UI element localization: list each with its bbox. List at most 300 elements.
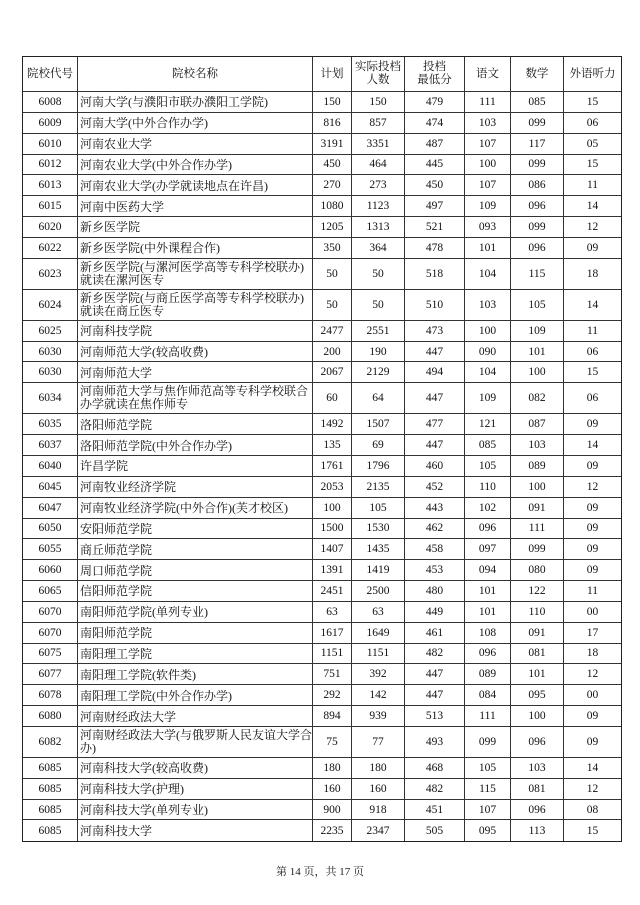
cell-plan: 1080 <box>313 196 352 216</box>
cell-school-code: 6024 <box>23 290 78 320</box>
cell-school-code: 6037 <box>23 435 78 455</box>
cell-school-name <box>78 727 313 757</box>
cell-min-score: 453 <box>405 560 465 580</box>
cell-school-code: 6085 <box>23 800 78 820</box>
cell-listening-score: 12 <box>586 480 599 493</box>
cell-admitted-count: 77 <box>352 727 405 757</box>
cell-min-score: 482 <box>405 644 465 664</box>
cell-math-score: 080 <box>511 560 564 580</box>
cell-listening-score: 06 <box>586 392 599 405</box>
cell-school-name: 河南牧业经济学院 <box>78 477 313 497</box>
cell-math-score: 117 <box>511 134 564 154</box>
table-row <box>23 321 621 342</box>
cell-plan: 1407 <box>313 539 352 559</box>
header-school-code <box>23 57 78 91</box>
cell-plan: 50 <box>313 259 352 289</box>
cell-plan: 180 <box>313 758 352 778</box>
cell-admitted-count: 190 <box>352 342 405 362</box>
cell-plan: 1761 <box>313 456 352 476</box>
cell-plan: 450 <box>313 155 352 175</box>
cell-chinese-score: 093 <box>465 217 511 237</box>
cell-plan: 350 <box>313 238 352 258</box>
cell-admitted-count: 273 <box>352 175 405 195</box>
cell-chinese-score: 090 <box>465 342 511 362</box>
table-header-row <box>23 57 621 92</box>
school-name-line: 河南财经政法大学(与俄罗斯人民友谊大学合 <box>80 727 312 742</box>
cell-school-code: 6047 <box>23 498 78 518</box>
cell-math-score: 101 <box>511 342 564 362</box>
cell-admitted-count: 50 <box>352 290 405 320</box>
cell-plan: 2067 <box>313 362 352 382</box>
cell-chinese-score: 096 <box>465 644 511 664</box>
table-row <box>23 727 621 758</box>
cell-school-name: 河南牧业经济学院(中外合作)(芙才校区) <box>78 498 313 518</box>
cell-plan: 2477 <box>313 321 352 341</box>
cell-school-code: 6075 <box>23 644 78 664</box>
cell-min-score: 458 <box>405 539 465 559</box>
cell-admitted-count: 857 <box>352 113 405 133</box>
cell-chinese-score: 099 <box>465 727 511 757</box>
cell-min-score: 461 <box>405 623 465 643</box>
cell-chinese-score: 097 <box>465 539 511 559</box>
cell-school-name <box>78 383 313 413</box>
header-foreign-listening <box>564 57 621 91</box>
cell-listening-score: 12 <box>586 668 599 681</box>
cell-school-name: 信阳师范学院 <box>78 581 313 601</box>
cell-math-score: 103 <box>511 758 564 778</box>
cell-admitted-count: 69 <box>352 435 405 455</box>
cell-listening-score: 09 <box>586 543 599 556</box>
cell-plan: 894 <box>313 706 352 726</box>
cell-school-name: 新乡医学院 <box>78 217 313 237</box>
cell-math-score: 089 <box>511 456 564 476</box>
table-row <box>23 414 621 435</box>
table-row <box>23 560 621 581</box>
cell-school-name: 河南大学(与濮阳市联办濮阳工学院) <box>78 92 313 112</box>
cell-school-code: 6085 <box>23 758 78 778</box>
cell-admitted-count: 2500 <box>352 581 405 601</box>
cell-listening-score: 14 <box>586 298 599 311</box>
cell-chinese-score: 101 <box>465 602 511 622</box>
cell-school-name: 河南科技大学(较高收费) <box>78 758 313 778</box>
cell-chinese-score: 101 <box>465 581 511 601</box>
cell-min-score: 480 <box>405 581 465 601</box>
cell-chinese-score: 107 <box>465 800 511 820</box>
cell-chinese-score: 085 <box>465 435 511 455</box>
cell-school-code: 6008 <box>23 92 78 112</box>
cell-listening-score: 09 <box>586 241 599 254</box>
cell-school-name: 洛阳师范学院(中外合作办学) <box>78 435 313 455</box>
cell-math-score: 101 <box>511 664 564 684</box>
cell-min-score: 462 <box>405 519 465 539</box>
cell-plan: 816 <box>313 113 352 133</box>
cell-listening-score: 09 <box>586 501 599 514</box>
table-row <box>23 539 621 560</box>
cell-min-score: 445 <box>405 155 465 175</box>
cell-math-score: 111 <box>511 519 564 539</box>
cell-admitted-count: 1419 <box>352 560 405 580</box>
header-math <box>511 57 564 91</box>
cell-listening-score: 15 <box>586 158 599 171</box>
cell-min-score: 487 <box>405 134 465 154</box>
cell-math-score: 082 <box>511 383 564 413</box>
cell-listening-score: 05 <box>586 137 599 150</box>
cell-math-score: 109 <box>511 321 564 341</box>
cell-school-code: 6013 <box>23 175 78 195</box>
cell-chinese-score: 121 <box>465 414 511 434</box>
cell-math-score: 099 <box>511 217 564 237</box>
cell-chinese-score: 102 <box>465 498 511 518</box>
table-row <box>23 602 621 623</box>
cell-admitted-count: 2551 <box>352 321 405 341</box>
cell-listening-score: 15 <box>586 824 599 837</box>
header-label: 实际投档 <box>355 61 401 73</box>
cell-chinese-score: 095 <box>465 820 511 841</box>
cell-chinese-score: 094 <box>465 560 511 580</box>
cell-plan: 75 <box>313 727 352 757</box>
cell-chinese-score: 100 <box>465 155 511 175</box>
cell-school-name: 河南科技大学 <box>78 820 313 841</box>
cell-admitted-count: 1123 <box>352 196 405 216</box>
cell-listening-score: 15 <box>586 95 599 108</box>
cell-listening-score: 18 <box>586 267 599 280</box>
cell-school-code: 6078 <box>23 685 78 705</box>
cell-school-code: 6040 <box>23 456 78 476</box>
cell-listening-score: 09 <box>586 459 599 472</box>
cell-school-code: 6023 <box>23 259 78 289</box>
cell-school-code: 6085 <box>23 820 78 841</box>
cell-chinese-score: 111 <box>465 92 511 112</box>
cell-admitted-count: 180 <box>352 758 405 778</box>
cell-school-name: 河南师范大学 <box>78 362 313 382</box>
cell-school-code: 6025 <box>23 321 78 341</box>
cell-admitted-count: 918 <box>352 800 405 820</box>
cell-admitted-count: 1435 <box>352 539 405 559</box>
cell-math-score: 096 <box>511 800 564 820</box>
cell-school-name: 河南科技学院 <box>78 321 313 341</box>
cell-math-score: 103 <box>511 435 564 455</box>
cell-listening-score: 06 <box>586 345 599 358</box>
cell-plan: 1500 <box>313 519 352 539</box>
table-row <box>23 342 621 363</box>
cell-chinese-score: 105 <box>465 758 511 778</box>
cell-listening-score: 11 <box>586 179 599 192</box>
cell-admitted-count: 2129 <box>352 362 405 382</box>
cell-school-name: 河南农业大学(办学就读地点在许昌) <box>78 175 313 195</box>
cell-admitted-count: 142 <box>352 685 405 705</box>
cell-math-score: 091 <box>511 623 564 643</box>
cell-chinese-score: 107 <box>465 134 511 154</box>
cell-admitted-count: 392 <box>352 664 405 684</box>
cell-chinese-score: 105 <box>465 456 511 476</box>
cell-listening-score: 11 <box>586 584 599 597</box>
cell-plan: 1492 <box>313 414 352 434</box>
header-chinese <box>465 57 511 91</box>
cell-school-name: 许昌学院 <box>78 456 313 476</box>
cell-plan: 2451 <box>313 581 352 601</box>
cell-chinese-score: 115 <box>465 779 511 799</box>
cell-school-name <box>78 259 313 289</box>
table-row <box>23 259 621 290</box>
cell-admitted-count: 150 <box>352 92 405 112</box>
cell-math-score: 081 <box>511 644 564 664</box>
table-row <box>23 456 621 477</box>
page-number: 第 14 页，共 17 页 <box>276 866 364 878</box>
header-plan <box>313 57 352 91</box>
cell-admitted-count: 3351 <box>352 134 405 154</box>
cell-listening-score: 14 <box>586 761 599 774</box>
cell-math-score: 100 <box>511 706 564 726</box>
cell-plan: 1617 <box>313 623 352 643</box>
cell-min-score: 513 <box>405 706 465 726</box>
cell-school-code: 6082 <box>23 727 78 757</box>
cell-chinese-score: 084 <box>465 685 511 705</box>
header-label: 人数 <box>366 74 390 86</box>
cell-school-name: 河南中医药大学 <box>78 196 313 216</box>
table-row <box>23 581 621 602</box>
cell-admitted-count: 2135 <box>352 477 405 497</box>
school-name-line: 办) <box>80 740 96 755</box>
cell-school-name: 洛阳师范学院 <box>78 414 313 434</box>
cell-listening-score: 09 <box>586 564 599 577</box>
cell-chinese-score: 104 <box>465 362 511 382</box>
cell-admitted-count: 1313 <box>352 217 405 237</box>
cell-school-code: 6085 <box>23 779 78 799</box>
cell-listening-score: 00 <box>586 605 599 618</box>
cell-school-code: 6077 <box>23 664 78 684</box>
cell-min-score: 479 <box>405 92 465 112</box>
cell-admitted-count: 1530 <box>352 519 405 539</box>
cell-math-score: 113 <box>511 820 564 841</box>
cell-school-name: 南阳理工学院(软件类) <box>78 664 313 684</box>
table-row <box>23 196 621 217</box>
cell-min-score: 449 <box>405 602 465 622</box>
cell-admitted-count: 63 <box>352 602 405 622</box>
table-row <box>23 477 621 498</box>
cell-school-name: 安阳师范学院 <box>78 519 313 539</box>
cell-listening-score: 09 <box>586 735 599 748</box>
cell-plan: 3191 <box>313 134 352 154</box>
cell-school-name: 商丘师范学院 <box>78 539 313 559</box>
cell-listening-score: 18 <box>586 647 599 660</box>
header-label: 院校名称 <box>172 67 218 80</box>
table-row <box>23 706 621 727</box>
cell-school-code: 6022 <box>23 238 78 258</box>
header-label: 院校代号 <box>27 67 73 80</box>
cell-min-score: 477 <box>405 414 465 434</box>
cell-min-score: 474 <box>405 113 465 133</box>
cell-math-score: 105 <box>511 290 564 320</box>
cell-min-score: 443 <box>405 498 465 518</box>
school-name-line: 就读在商丘医专 <box>80 303 165 318</box>
cell-listening-score: 12 <box>586 782 599 795</box>
cell-school-code: 6009 <box>23 113 78 133</box>
cell-chinese-score: 101 <box>465 238 511 258</box>
cell-school-code: 6065 <box>23 581 78 601</box>
header-label: 数学 <box>525 67 549 80</box>
cell-school-code: 6012 <box>23 155 78 175</box>
cell-math-score: 122 <box>511 581 564 601</box>
cell-math-score: 115 <box>511 259 564 289</box>
cell-chinese-score: 104 <box>465 259 511 289</box>
cell-school-name: 南阳理工学院 <box>78 644 313 664</box>
cell-school-name: 新乡医学院(中外课程合作) <box>78 238 313 258</box>
cell-school-name: 河南农业大学(中外合作办学) <box>78 155 313 175</box>
cell-listening-score: 09 <box>586 418 599 431</box>
header-admitted-count <box>352 57 405 91</box>
cell-listening-score: 15 <box>586 366 599 379</box>
cell-plan: 63 <box>313 602 352 622</box>
cell-listening-score: 14 <box>586 439 599 452</box>
cell-school-code: 6050 <box>23 519 78 539</box>
cell-plan: 1391 <box>313 560 352 580</box>
table-row <box>23 685 621 706</box>
school-name-line: 河南师范大学与焦作师范高等专科学校联合 <box>80 384 309 399</box>
cell-min-score: 450 <box>405 175 465 195</box>
cell-math-score: 095 <box>511 685 564 705</box>
header-label: 最低分 <box>417 74 452 86</box>
cell-admitted-count: 2347 <box>352 820 405 841</box>
cell-school-name: 周口师范学院 <box>78 560 313 580</box>
cell-school-name: 河南师范大学(较高收费) <box>78 342 313 362</box>
cell-chinese-score: 103 <box>465 113 511 133</box>
cell-plan: 150 <box>313 92 352 112</box>
cell-school-name: 南阳理工学院(中外合作办学) <box>78 685 313 705</box>
cell-min-score: 478 <box>405 238 465 258</box>
table-row <box>23 155 621 176</box>
table-row <box>23 758 621 779</box>
header-label: 投档 <box>423 61 446 73</box>
cell-chinese-score: 096 <box>465 519 511 539</box>
cell-admitted-count: 1151 <box>352 644 405 664</box>
cell-math-score: 099 <box>511 539 564 559</box>
cell-plan: 751 <box>313 664 352 684</box>
cell-plan: 900 <box>313 800 352 820</box>
cell-admitted-count: 1796 <box>352 456 405 476</box>
cell-school-name: 南阳师范学院 <box>78 623 313 643</box>
cell-min-score: 473 <box>405 321 465 341</box>
table-row <box>23 623 621 644</box>
cell-school-name: 河南科技大学(护理) <box>78 779 313 799</box>
table-row <box>23 498 621 519</box>
cell-school-name: 河南大学(中外合作办学) <box>78 113 313 133</box>
cell-school-code: 6080 <box>23 706 78 726</box>
table-row <box>23 779 621 800</box>
cell-admitted-count: 464 <box>352 155 405 175</box>
cell-min-score: 451 <box>405 800 465 820</box>
cell-school-code: 6020 <box>23 217 78 237</box>
cell-school-code: 6060 <box>23 560 78 580</box>
school-name-line: 办学就读在焦作师专 <box>80 397 189 412</box>
cell-school-code: 6070 <box>23 623 78 643</box>
cell-chinese-score: 108 <box>465 623 511 643</box>
header-label: 语文 <box>476 67 499 80</box>
table-row <box>23 92 621 113</box>
cell-school-code: 6034 <box>23 383 78 413</box>
cell-listening-score: 06 <box>586 116 599 129</box>
cell-school-code: 6055 <box>23 539 78 559</box>
cell-plan: 1205 <box>313 217 352 237</box>
cell-math-score: 099 <box>511 113 564 133</box>
cell-school-code: 6045 <box>23 477 78 497</box>
cell-min-score: 447 <box>405 685 465 705</box>
table-row <box>23 362 621 383</box>
cell-plan: 1151 <box>313 644 352 664</box>
cell-min-score: 505 <box>405 820 465 841</box>
cell-school-name: 河南财经政法大学 <box>78 706 313 726</box>
cell-plan: 2235 <box>313 820 352 841</box>
cell-plan: 60 <box>313 383 352 413</box>
cell-plan: 200 <box>313 342 352 362</box>
table-row <box>23 435 621 456</box>
cell-chinese-score: 109 <box>465 196 511 216</box>
table-row <box>23 217 621 238</box>
cell-chinese-score: 103 <box>465 290 511 320</box>
table-row <box>23 820 621 841</box>
school-name-line: 新乡医学院(与漯河医学高等专科学校联办) <box>80 259 304 274</box>
cell-min-score: 521 <box>405 217 465 237</box>
cell-listening-score: 11 <box>586 324 599 337</box>
cell-admitted-count: 364 <box>352 238 405 258</box>
cell-plan: 160 <box>313 779 352 799</box>
cell-chinese-score: 100 <box>465 321 511 341</box>
cell-min-score: 510 <box>405 290 465 320</box>
header-label: 计划 <box>320 67 344 80</box>
cell-admitted-count: 105 <box>352 498 405 518</box>
cell-school-code: 6010 <box>23 134 78 154</box>
table-row <box>23 113 621 134</box>
table-row <box>23 800 621 821</box>
cell-math-score: 091 <box>511 498 564 518</box>
cell-school-name: 南阳师范学院(单列专业) <box>78 602 313 622</box>
cell-math-score: 096 <box>511 196 564 216</box>
cell-school-name: 河南科技大学(单列专业) <box>78 800 313 820</box>
cell-min-score: 482 <box>405 779 465 799</box>
cell-admitted-count: 160 <box>352 779 405 799</box>
cell-school-code: 6015 <box>23 196 78 216</box>
cell-chinese-score: 107 <box>465 175 511 195</box>
table-row <box>23 238 621 259</box>
cell-admitted-count: 64 <box>352 383 405 413</box>
table-row <box>23 175 621 196</box>
table-row <box>23 664 621 685</box>
cell-min-score: 447 <box>405 664 465 684</box>
page-footer <box>0 863 640 879</box>
cell-min-score: 447 <box>405 342 465 362</box>
cell-listening-score: 17 <box>586 626 599 639</box>
cell-chinese-score: 110 <box>465 477 511 497</box>
cell-min-score: 460 <box>405 456 465 476</box>
cell-plan: 2053 <box>313 477 352 497</box>
cell-school-name <box>78 290 313 320</box>
cell-school-code: 6030 <box>23 362 78 382</box>
table-row <box>23 383 621 414</box>
cell-school-code: 6070 <box>23 602 78 622</box>
cell-math-score: 081 <box>511 779 564 799</box>
cell-admitted-count: 50 <box>352 259 405 289</box>
cell-math-score: 100 <box>511 362 564 382</box>
table-row <box>23 644 621 665</box>
table-body <box>23 92 621 841</box>
cell-listening-score: 08 <box>586 803 599 816</box>
cell-min-score: 447 <box>405 435 465 455</box>
cell-min-score: 497 <box>405 196 465 216</box>
cell-math-score: 096 <box>511 727 564 757</box>
cell-min-score: 468 <box>405 758 465 778</box>
table-row <box>23 290 621 321</box>
cell-listening-score: 12 <box>586 220 599 233</box>
cell-math-score: 099 <box>511 155 564 175</box>
